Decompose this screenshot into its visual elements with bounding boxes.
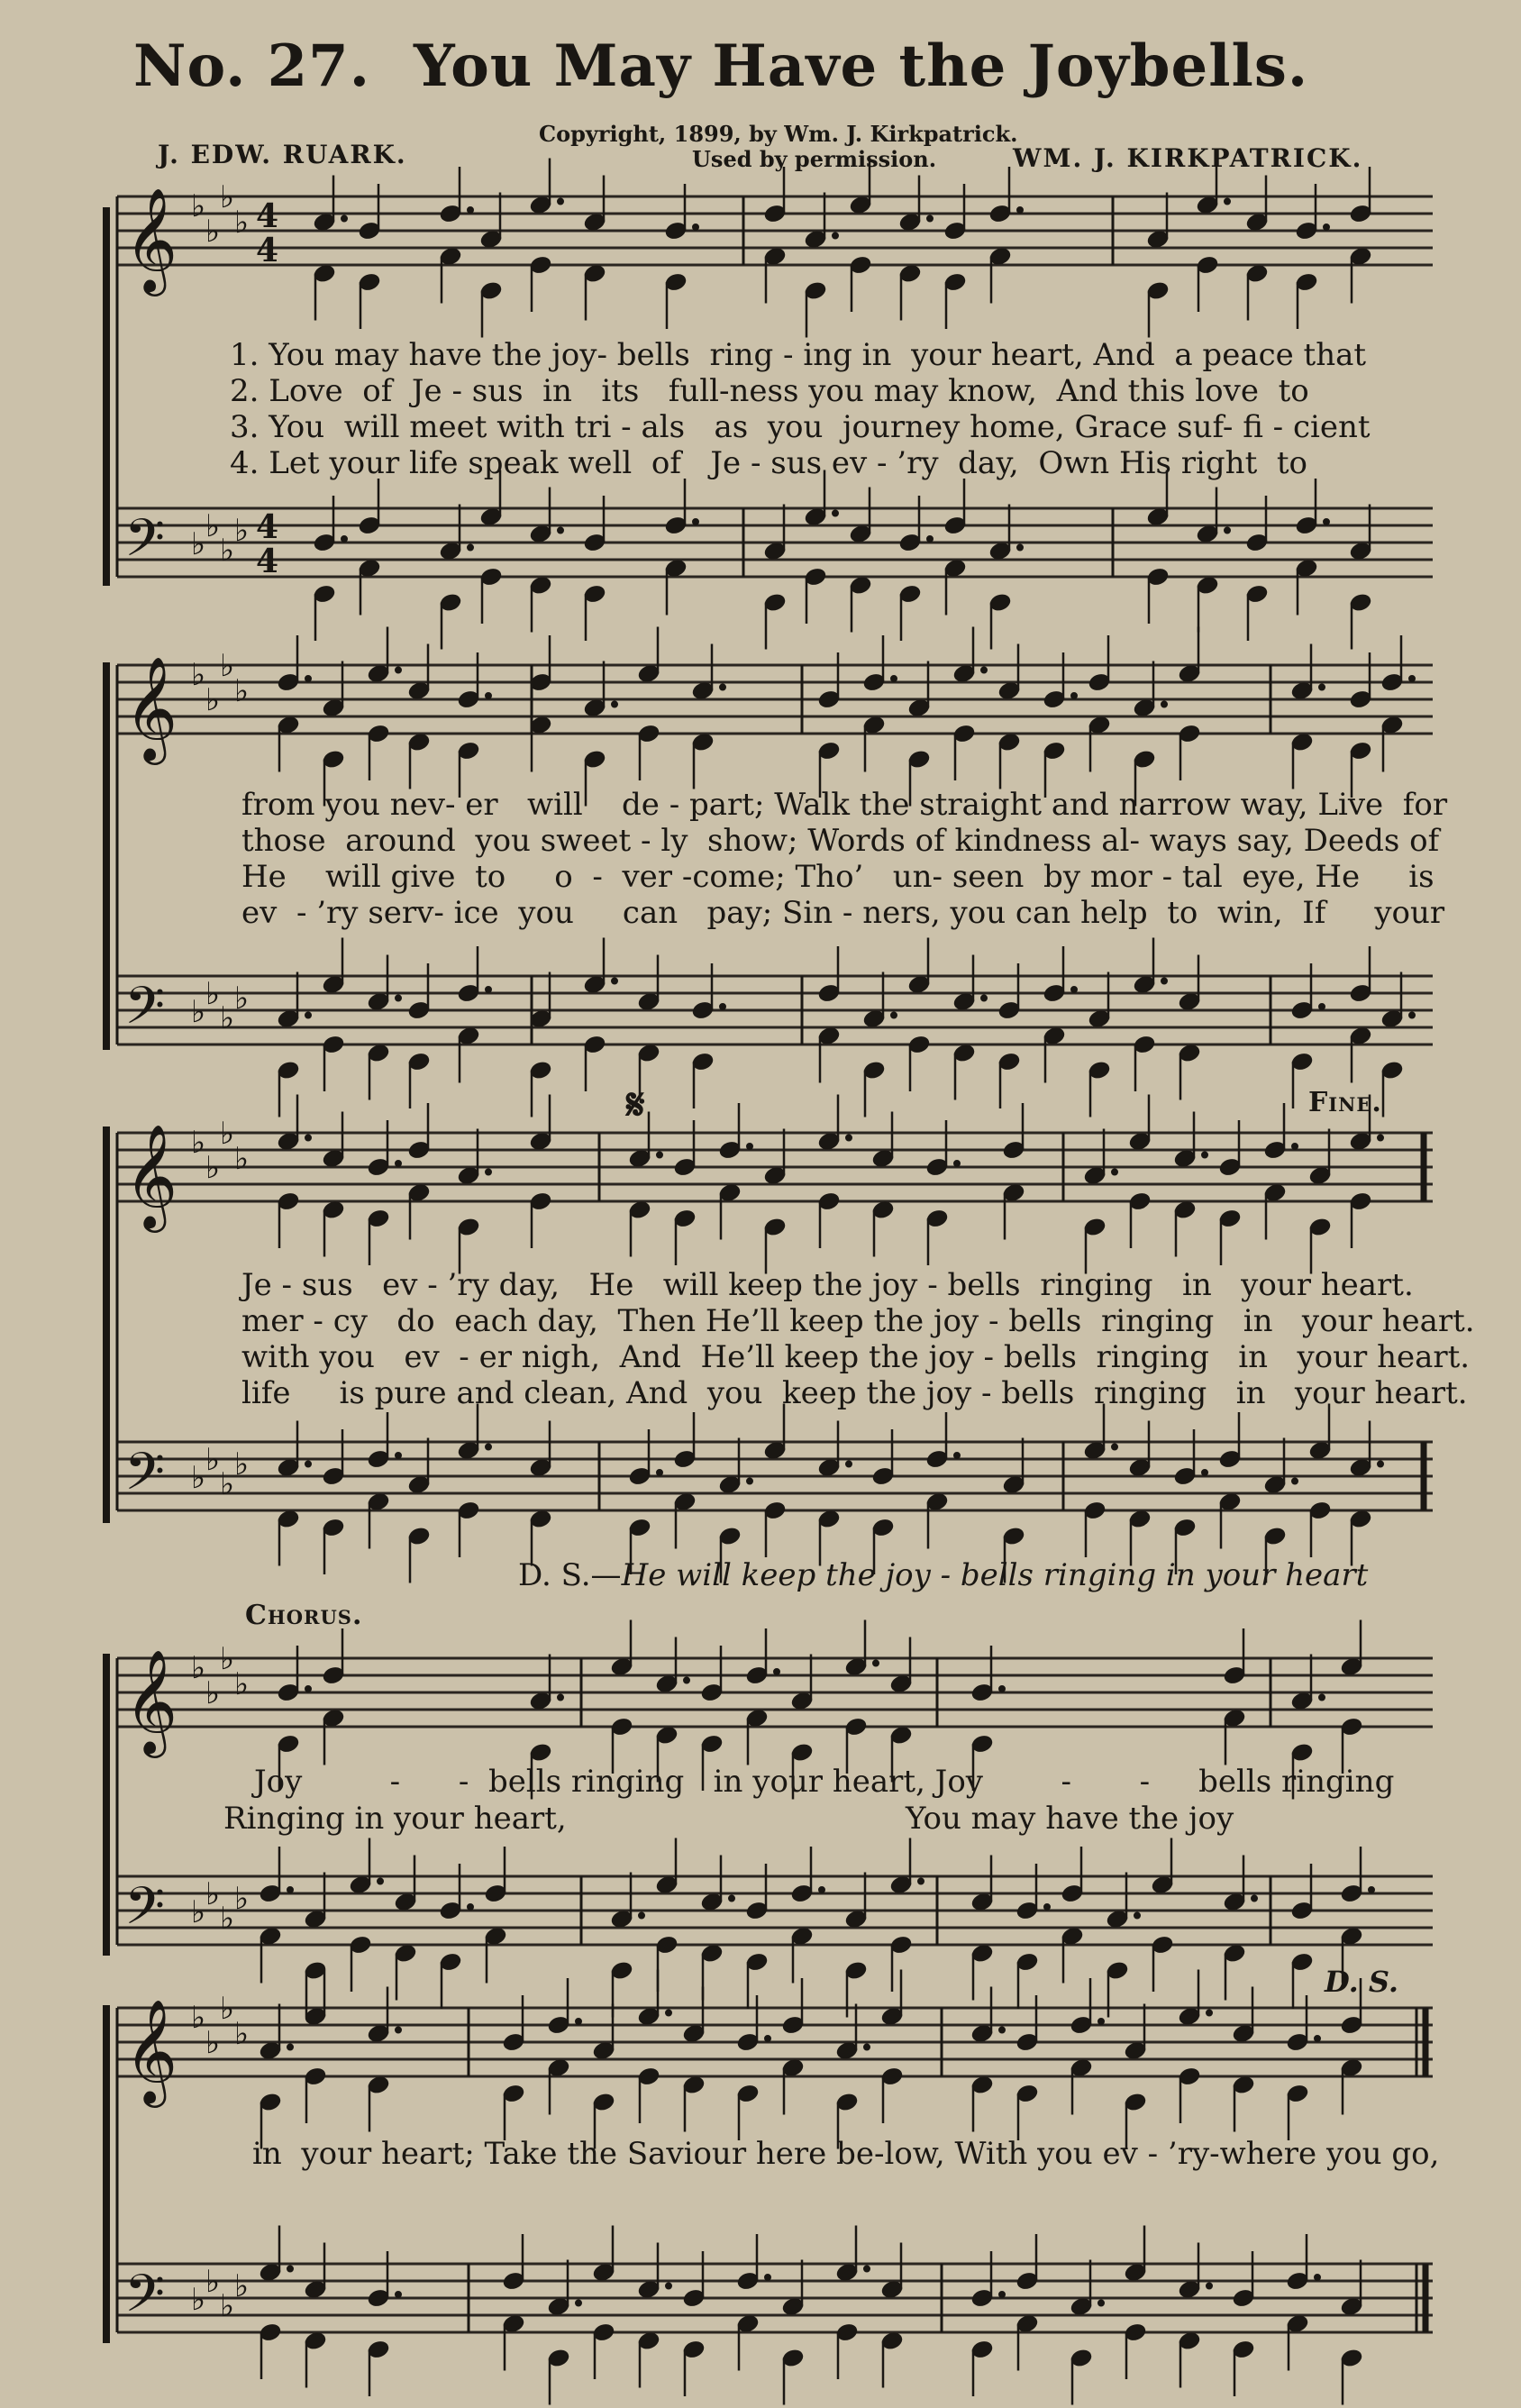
flat-icon: ♭ <box>205 1876 221 1912</box>
system2-treble-staff <box>117 665 1433 734</box>
augmentation-dot <box>657 1470 663 1476</box>
augmentation-dot <box>833 233 839 239</box>
augmentation-dot <box>1207 2010 1213 2016</box>
augmentation-dot <box>287 2266 294 2272</box>
augmentation-dot <box>765 2275 771 2281</box>
augmentation-dot <box>954 1161 961 1167</box>
augmentation-dot <box>1207 2283 1213 2289</box>
augmentation-dot <box>342 215 348 222</box>
augmentation-dot <box>1017 544 1024 551</box>
augmentation-dot <box>305 1686 312 1692</box>
augmentation-dot <box>1112 1444 1118 1450</box>
augmentation-dot <box>396 1453 402 1459</box>
bass-clef-icon: 𝄢 <box>124 1441 166 1515</box>
time-sig-top: 4 <box>256 508 279 546</box>
copyright-notice: Copyright, 1899, by Wm. J. Kirkpatrick. <box>539 121 1018 147</box>
bass-clef-icon: 𝄢 <box>124 1875 166 1949</box>
augmentation-dot <box>486 693 492 699</box>
flat-icon: ♭ <box>191 1125 206 1161</box>
augmentation-dot <box>693 224 699 231</box>
augmentation-dot <box>1098 2300 1105 2306</box>
flat-icon: ♭ <box>205 1675 221 1711</box>
augmentation-dot <box>305 1135 312 1141</box>
flat-icon: ♭ <box>220 179 235 215</box>
time-sig-bottom: 4 <box>256 232 279 269</box>
augmentation-dot <box>558 198 564 205</box>
augmentation-dot <box>1409 676 1416 682</box>
augmentation-dot <box>954 1453 961 1459</box>
augmentation-dot <box>1315 2275 1321 2281</box>
augmentation-dot <box>1315 2036 1321 2042</box>
augmentation-dot <box>1319 684 1325 690</box>
verse-3-line: He will give to o - ver -come; Tho’ un- seen by mor - tal eye, He is <box>241 859 1434 895</box>
flat-icon: ♭ <box>191 1650 206 1686</box>
augmentation-dot <box>558 527 564 534</box>
augmentation-dot <box>468 207 474 214</box>
verse-2-line: mer - cy do each day, Then He’ll keep the joy - bells ringing in your heart. <box>241 1303 1475 1339</box>
augmentation-dot <box>1292 1144 1298 1150</box>
augmentation-dot <box>1319 1694 1325 1701</box>
augmentation-dot <box>468 1904 474 1911</box>
augmentation-dot <box>639 1912 645 1919</box>
chorus-line-1: Joy - - bells ringing in your heart, Joy - - bells ringing <box>254 1764 1395 1800</box>
bass-clef-icon: 𝄢 <box>124 507 166 581</box>
augmentation-dot <box>891 676 897 682</box>
system-brackets <box>106 196 117 2343</box>
flat-icon: ♭ <box>191 526 206 562</box>
augmentation-dot <box>396 995 402 1001</box>
treble-clef-icon: 𝄞 <box>124 655 178 761</box>
flat-icon: ♭ <box>205 214 221 250</box>
flat-icon: ♭ <box>191 994 206 1030</box>
augmentation-dot <box>873 1660 879 1666</box>
augmentation-dot <box>765 2036 771 2042</box>
flat-icon: ♭ <box>234 2268 250 2304</box>
chorus-heading: Chorus. <box>245 1600 363 1631</box>
augmentation-dot <box>1044 1904 1051 1911</box>
flat-icon: ♭ <box>191 1894 206 1930</box>
augmentation-dot <box>1161 701 1168 707</box>
treble-clef-icon: 𝄞 <box>124 1123 178 1228</box>
permission-notice: Used by permission. <box>692 146 937 172</box>
augmentation-dot <box>1071 693 1078 699</box>
ds-lyric: He will keep the joy - bells ringing in your heart <box>621 1557 1369 1593</box>
flat-icon: ♭ <box>205 2264 221 2300</box>
flat-icon: ♭ <box>220 1466 235 1502</box>
verse-4-line: life is pure and clean, And you keep the joy - bells ringing in your heart. <box>241 1375 1468 1411</box>
fine-marker: Fine. <box>1308 1087 1382 1118</box>
verse-3-line: 3. You will meet with tri - als as you journey home, Grace suf- fi - cient <box>230 409 1371 445</box>
augmentation-dot <box>1324 224 1330 231</box>
augmentation-dot <box>305 1012 312 1018</box>
augmentation-dot <box>864 2044 870 2050</box>
flat-icon: ♭ <box>205 682 221 718</box>
augmentation-dot <box>1202 1152 1208 1158</box>
composer-credit: WM. J. KIRKPATRICK. <box>1013 143 1363 173</box>
flat-icon: ♭ <box>234 2016 250 2052</box>
chorus-line-2-left: Ringing in your heart, <box>223 1801 567 1837</box>
augmentation-dot <box>1378 1461 1384 1467</box>
augmentation-dot <box>1134 1912 1141 1919</box>
hymn-number: No. 27. <box>133 32 370 100</box>
augmentation-dot <box>657 1152 663 1158</box>
verse-3-line: with you ev - er nigh, And He’ll keep the joy - bells ringing in your heart. <box>241 1339 1471 1375</box>
augmentation-dot <box>720 684 726 690</box>
augmentation-dot <box>1225 527 1231 534</box>
flat-icon: ♭ <box>191 188 206 224</box>
flat-icon: ♭ <box>234 1446 250 1482</box>
flat-icon: ♭ <box>191 1460 206 1496</box>
flat-icon: ♭ <box>220 1991 235 2027</box>
verse-1-line: 1. You may have the joy- bells ring - ing in your heart, And a peace that <box>230 337 1367 373</box>
augmentation-dot <box>1112 1169 1118 1175</box>
augmentation-dot <box>981 995 988 1001</box>
flat-icon: ♭ <box>191 2282 206 2318</box>
bass-clef-icon: 𝄢 <box>124 2263 166 2337</box>
treble-clef-icon: 𝄞 <box>124 1648 178 1754</box>
bass-clef-icon: 𝄢 <box>124 975 166 1049</box>
flat-icon: ♭ <box>205 1442 221 1478</box>
augmentation-dot <box>486 1169 492 1175</box>
flat-icon: ♭ <box>205 508 221 544</box>
augmentation-dot <box>287 1887 294 1893</box>
flat-icon: ♭ <box>220 1000 235 1036</box>
augmentation-dot <box>846 1135 852 1141</box>
flat-icon: ♭ <box>220 1901 235 1937</box>
system4-bass-staff <box>117 1876 1433 1945</box>
flat-icon: ♭ <box>234 513 250 549</box>
augmentation-dot <box>666 2283 672 2289</box>
flat-icon: ♭ <box>205 976 221 1012</box>
augmentation-dot <box>1202 1470 1208 1476</box>
augmentation-dot <box>1071 987 1078 993</box>
augmentation-dot <box>666 2010 672 2016</box>
segno-icon: 𝄋 <box>626 1080 645 1130</box>
augmentation-dot <box>396 2292 402 2298</box>
augmentation-dot <box>396 2027 402 2033</box>
flat-icon: ♭ <box>234 1666 250 1702</box>
augmentation-dot <box>576 2019 582 2025</box>
chorus-line-3: in your heart; Take the Saviour here be-low, With you ev - ’ry-where you go, <box>252 2136 1440 2172</box>
flat-icon: ♭ <box>205 2025 221 2061</box>
verse-4-line: ev - ’ry serv- ice you can pay; Sin - ners, you can help to win, If your <box>241 895 1445 931</box>
flat-icon: ♭ <box>234 1141 250 1177</box>
augmentation-dot <box>927 536 934 543</box>
flat-icon: ♭ <box>234 673 250 709</box>
augmentation-dot <box>612 978 618 984</box>
verse-1-line: Je - sus ev - ’ry day, He will keep the joy - bells ringing in your heart. <box>241 1267 1414 1303</box>
augmentation-dot <box>1098 2019 1105 2025</box>
augmentation-dot <box>305 1461 312 1467</box>
augmentation-dot <box>342 536 348 543</box>
flat-icon: ♭ <box>220 648 235 684</box>
augmentation-dot <box>864 2266 870 2272</box>
augmentation-dot <box>576 2300 582 2306</box>
augmentation-dot <box>1252 1895 1258 1902</box>
augmentation-dot <box>486 987 492 993</box>
time-sig-bottom: 4 <box>256 543 279 580</box>
flat-icon: ♭ <box>191 657 206 693</box>
flat-icon: ♭ <box>191 2000 206 2036</box>
flat-icon: ♭ <box>220 2288 235 2324</box>
flat-icon: ♭ <box>205 1150 221 1186</box>
augmentation-dot <box>747 1478 753 1484</box>
augmentation-dot <box>305 676 312 682</box>
ds-instruction <box>518 1557 1368 1593</box>
augmentation-dot <box>612 701 618 707</box>
augmentation-dot <box>846 1461 852 1467</box>
augmentation-dot <box>981 667 988 673</box>
augmentation-dot <box>378 1878 384 1884</box>
lyricist-credit: J. EDW. RUARK. <box>158 140 407 169</box>
augmentation-dot <box>693 519 699 525</box>
augmentation-dot <box>918 1878 924 1884</box>
key-signature-flats <box>191 179 249 2324</box>
augmentation-dot <box>486 1444 492 1450</box>
flat-icon: ♭ <box>220 1116 235 1152</box>
augmentation-dot <box>1161 978 1168 984</box>
augmentation-dot <box>999 1686 1006 1692</box>
augmentation-dot <box>287 2044 294 2050</box>
flat-icon: ♭ <box>234 981 250 1017</box>
verse-2-line: those around you sweet - ly show; Words of kindness al- ways say, Deeds of <box>241 823 1440 859</box>
augmentation-dot <box>1017 207 1024 214</box>
augmentation-dot <box>891 1012 897 1018</box>
augmentation-dot <box>1378 1135 1384 1141</box>
time-sig-top: 4 <box>256 197 279 235</box>
augmentation-dot <box>720 1004 726 1010</box>
augmentation-dot <box>396 1161 402 1167</box>
treble-clef-icon: 𝄞 <box>124 187 178 292</box>
flat-icon: ♭ <box>220 1641 235 1677</box>
augmentation-dot <box>729 1895 735 1902</box>
augmentation-dot <box>927 215 934 222</box>
augmentation-dot <box>684 1677 690 1683</box>
augmentation-dot <box>1225 198 1231 205</box>
ds-marker: D. S. <box>1325 1965 1398 1999</box>
augmentation-dot <box>1292 1478 1298 1484</box>
flat-icon: ♭ <box>234 205 250 241</box>
augmentation-dot <box>1369 1887 1375 1893</box>
hymn-title: You May Have the Joybells. <box>413 32 1309 100</box>
augmentation-dot <box>1324 519 1330 525</box>
flat-icon: ♭ <box>220 533 235 569</box>
augmentation-dot <box>747 1144 753 1150</box>
treble-clef-icon: 𝄞 <box>124 1998 178 2103</box>
augmentation-dot <box>468 544 474 551</box>
ds-prefix: D. S.— <box>518 1557 622 1593</box>
chorus-line-2-right: You may have the joy <box>906 1801 1234 1837</box>
verse-4-line: 4. Let your life speak well of Je - sus ev - ’ry day, Own His right to <box>230 445 1307 481</box>
augmentation-dot <box>1409 1012 1416 1018</box>
augmentation-dot <box>819 1887 825 1893</box>
augmentation-dot <box>999 2292 1006 2298</box>
system2-bass-staff <box>117 976 1433 1044</box>
augmentation-dot <box>999 2027 1006 2033</box>
augmentation-dot <box>833 510 839 516</box>
augmentation-dot <box>774 1669 780 1675</box>
augmentation-dot <box>396 667 402 673</box>
flat-icon: ♭ <box>234 1881 250 1917</box>
augmentation-dot <box>1319 1004 1325 1010</box>
verse-1-line: from you nev- er will de - part; Walk the straight and narrow way, Live for <box>241 787 1448 823</box>
verse-2-line: 2. Love of Je - sus in its full-ness you may know, And this love to <box>230 373 1309 409</box>
augmentation-dot <box>558 1694 564 1701</box>
